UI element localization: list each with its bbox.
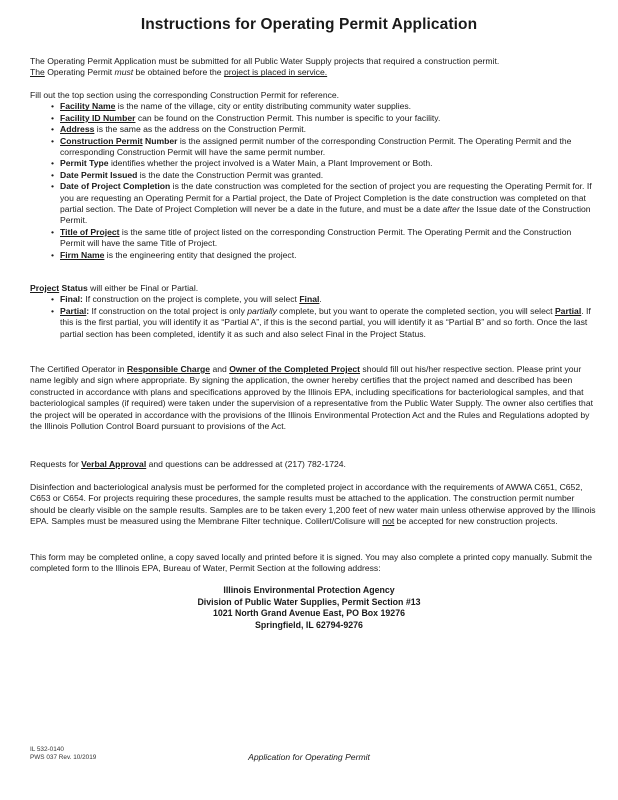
address-line: Illinois Environmental Protection Agency xyxy=(223,585,395,595)
list-item: • Firm Name is the engineering entity that designed the project. xyxy=(30,250,598,261)
intro-line-2: The Operating Permit must be obtained before the project is placed in service. xyxy=(30,67,328,78)
form-code: IL 532-0140 xyxy=(30,746,64,753)
list-item: • Facility ID Number can be found on the Construction Permit. This number is specific to your facility. xyxy=(30,113,598,124)
list-item: • Permit Type identifies whether the project involved is a Water Main, a Plant Improvement or Both. xyxy=(30,158,598,169)
form-revision: PWS 037 Rev. 10/2019 xyxy=(30,754,97,761)
submission-paragraph: This form may be completed online, a copy saved locally and printed before it is signed. You may also complete a printed copy manually. Submit the completed form to the Illinois EPA, Bureau of Water, Permit Section at the following address: xyxy=(30,552,593,574)
list-item-partial: • Partial: If construction on the total project is only partially complete, but you want to operate the completed section, you will select Partial. If this is the first partial, you will identify it as “Partial A”, if this is the second partial, you will identify it as “Partial B” and so forth. Once the last partial section has been completed, identify it as such and also select Final in the Project Status. xyxy=(30,306,598,340)
address-line: Springfield, IL 62794-9276 xyxy=(255,619,363,630)
project-status-list xyxy=(30,294,598,340)
field-definition-list xyxy=(30,101,598,261)
list-item: • Date Permit Issued is the date the Construction Permit was granted. xyxy=(30,170,598,181)
intro-paragraph xyxy=(30,56,598,79)
page-title: Instructions for Operating Permit Application xyxy=(140,16,478,33)
intro-line-1: The Operating Permit Application must be submitted for all Public Water Supply projects that required a construction permit. xyxy=(30,56,500,66)
verbal-approval-paragraph: Requests for Verbal Approval and questions can be addressed at (217) 782-1724. xyxy=(30,459,346,469)
fill-out-heading: Fill out the top section using the corresponding Construction Permit for reference. xyxy=(30,90,340,100)
list-item: • Date of Project Completion is the date construction was completed for the section of project you are requesting the Operating Permit for. If you are requesting an Operating Permit for a Partial project, the Date of Project Completion is the date construction was completed on that partial section. The Date of Project Completion will never be a date in the future, and must be a date after the Issue date of the Construction Permit. xyxy=(30,181,598,227)
list-item: • Address is the same as the address on the Construction Permit. xyxy=(30,124,598,135)
disinfection-paragraph: Disinfection and bacteriological analysis must be performed for the completed project in accordance with the requirements of AWWA C651, C652, C653 or C654. For projects requiring these procedures, the sample results must be attached to the application. The construction permit number should be clearly visible on the sample results. Samples are to be taken every 1,200 feet of new water main unless otherwise approved by the Illinois EPA. Samples must be measured using the Membrane Filter technique. Colilert/Colisure will not be accepted for new construction projects. xyxy=(30,482,596,527)
list-item: • Title of Project is the same title of project listed on the corresponding Construction Permit. The Operating Permit and the Construction Permit will have the same Title of Project. xyxy=(30,227,598,250)
list-item: • Facility Name is the name of the village, city or entity distributing community water supplies. xyxy=(30,101,598,112)
project-status-heading: Project Status will either be Final or Partial. xyxy=(30,283,199,293)
project-status-section xyxy=(30,283,598,340)
mailing-address xyxy=(0,585,618,631)
list-item: • Construction Permit Number is the assigned permit number of the corresponding Construction Permit. The Operating Permit and the corresponding Construction Permit will have the same permit number. xyxy=(30,136,598,159)
footer-title: Application for Operating Permit xyxy=(248,752,370,762)
certified-operator-paragraph: The Certified Operator in Responsible Charge and Owner of the Completed Project should fill out his/her respective section. Please print your name legibly and sign where appropriate. By signing the application, the owner hereby certifies that the project named and described has been constructed in accordance with plans and specifications approved by the Illinois EPA, including specifications for bacteriological samples, and that bacteriological samples (if required) were taken under the supervision of a representative from the Public Water Supply. The owner also certifies that the project will be operated in accordance with the provisions of the Illinois Environmental Protection Act and the Rules and Regulations adopted by the Illinois Pollution Control Board pursuant to provisions of the Act. xyxy=(30,364,594,432)
address-line: 1021 North Grand Avenue East, PO Box 19276 xyxy=(213,608,405,619)
address-line: Division of Public Water Supplies, Permit Section #13 xyxy=(197,596,421,607)
list-item-final: • Final: If construction on the project is complete, you will select Final. xyxy=(30,294,598,305)
fill-out-section xyxy=(30,90,598,261)
